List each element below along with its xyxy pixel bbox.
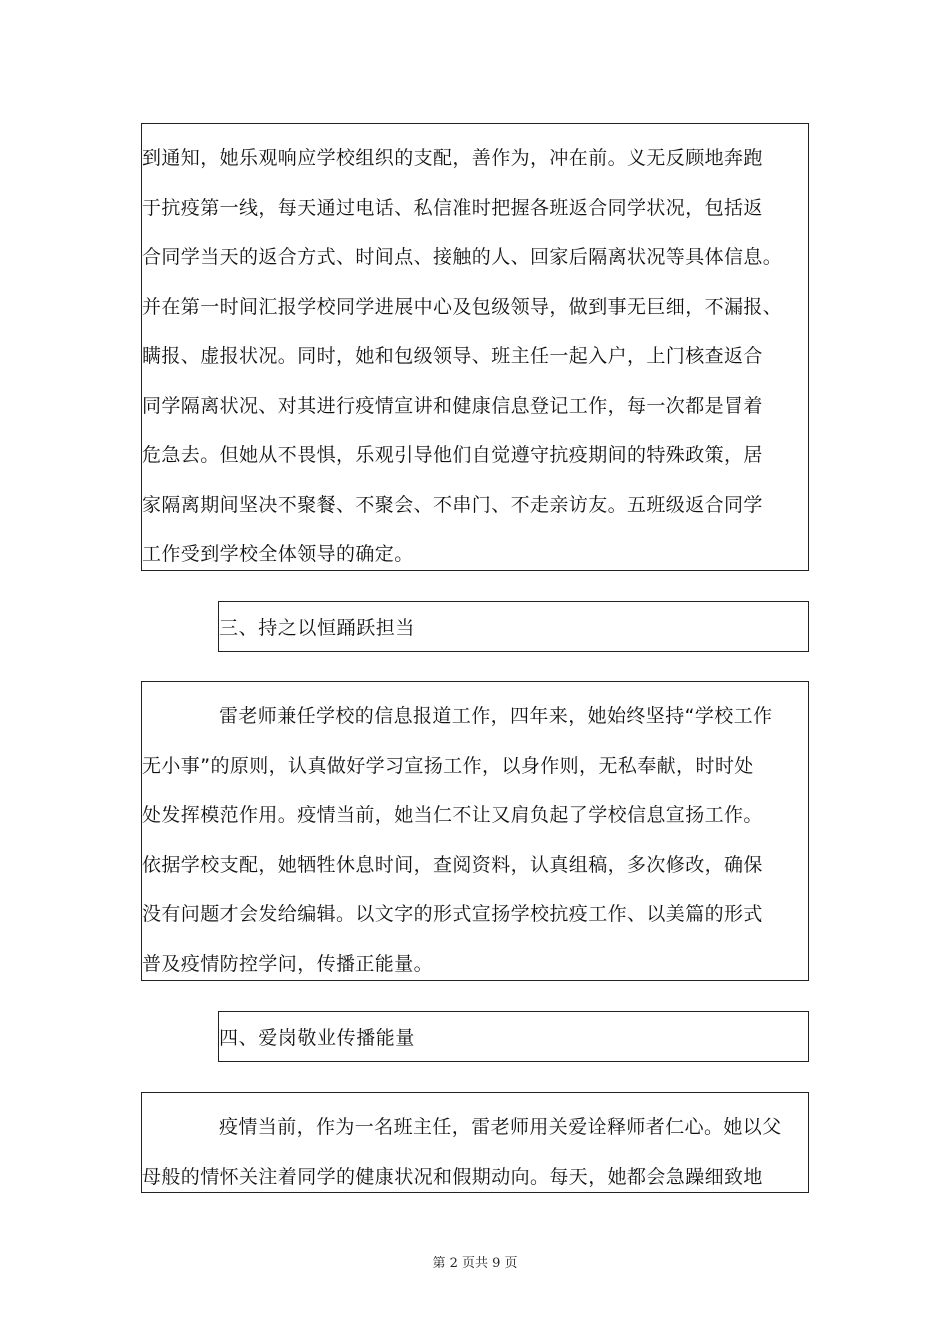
paragraph-line: 疫情当前，作为一名班主任，雷老师用关爱诠释师者仁心。她以父 [219, 1116, 782, 1138]
paragraph-line: 于抗疫第一线，每天通过电话、私信准时把握各班返合同学状况，包括返 [142, 197, 763, 219]
paragraph-line: 没有问题才会发给编辑。以文字的形式宣扬学校抗疫工作、以美篇的形式 [142, 903, 763, 925]
paragraph-line: 无小事”的原则，认真做好学习宣扬工作，以身作则，无私奉献，时时处 [142, 755, 754, 777]
paragraph-line: 依据学校支配，她牺牲休息时间，查阅资料，认真组稿，多次修改，确保 [142, 854, 763, 876]
paragraph-line: 合同学当天的返合方式、时间点、接触的人、回家后隔离状况等具体信息。 [142, 246, 783, 268]
section-heading-text: 三、持之以恒踊跃担当 [219, 617, 416, 639]
paragraph-line: 危急去。但她从不畏惧，乐观引导他们自觉遵守抗疫期间的特殊政策，居 [142, 444, 763, 466]
paragraph-line: 同学隔离状况、对其进行疫情宣讲和健康信息登记工作，每一次都是冒着 [142, 395, 763, 417]
section-heading-4 [218, 1011, 809, 1062]
paragraph-line: 母般的情怀关注着同学的健康状况和假期动向。每天，她都会急躁细致地 [142, 1166, 763, 1188]
paragraph-line: 工作受到学校全体领导的确定。 [142, 543, 414, 565]
paragraph-line: 瞒报、虚报状况。同时，她和包级领导、班主任一起入户，上门核查返合 [142, 345, 763, 367]
paragraph-line: 雷老师兼任学校的信息报道工作，四年来，她始终坚持“学校工作 [219, 705, 773, 727]
section-heading-3 [218, 601, 809, 652]
paragraph-line: 普及疫情防控学问，传播正能量。 [142, 953, 434, 975]
paragraph-line: 到通知，她乐观响应学校组织的支配，善作为，冲在前。义无反顾地奔跑 [142, 147, 763, 169]
paragraph-box-1 [141, 123, 809, 571]
paragraph-line: 并在第一时间汇报学校同学进展中心及包级领导，做到事无巨细，不漏报、 [142, 296, 783, 318]
page-number: 第 2 页共 9 页 [432, 1256, 518, 1271]
paragraph-box-3 [141, 1092, 809, 1193]
paragraph-line: 家隔离期间坚决不聚餐、不聚会、不串门、不走亲访友。五班级返合同学 [142, 494, 763, 516]
paragraph-box-2 [141, 681, 809, 981]
paragraph-line: 处发挥模范作用。疫情当前，她当仁不让又肩负起了学校信息宣扬工作。 [142, 804, 763, 826]
section-heading-text: 四、爱岗敬业传播能量 [219, 1027, 416, 1049]
